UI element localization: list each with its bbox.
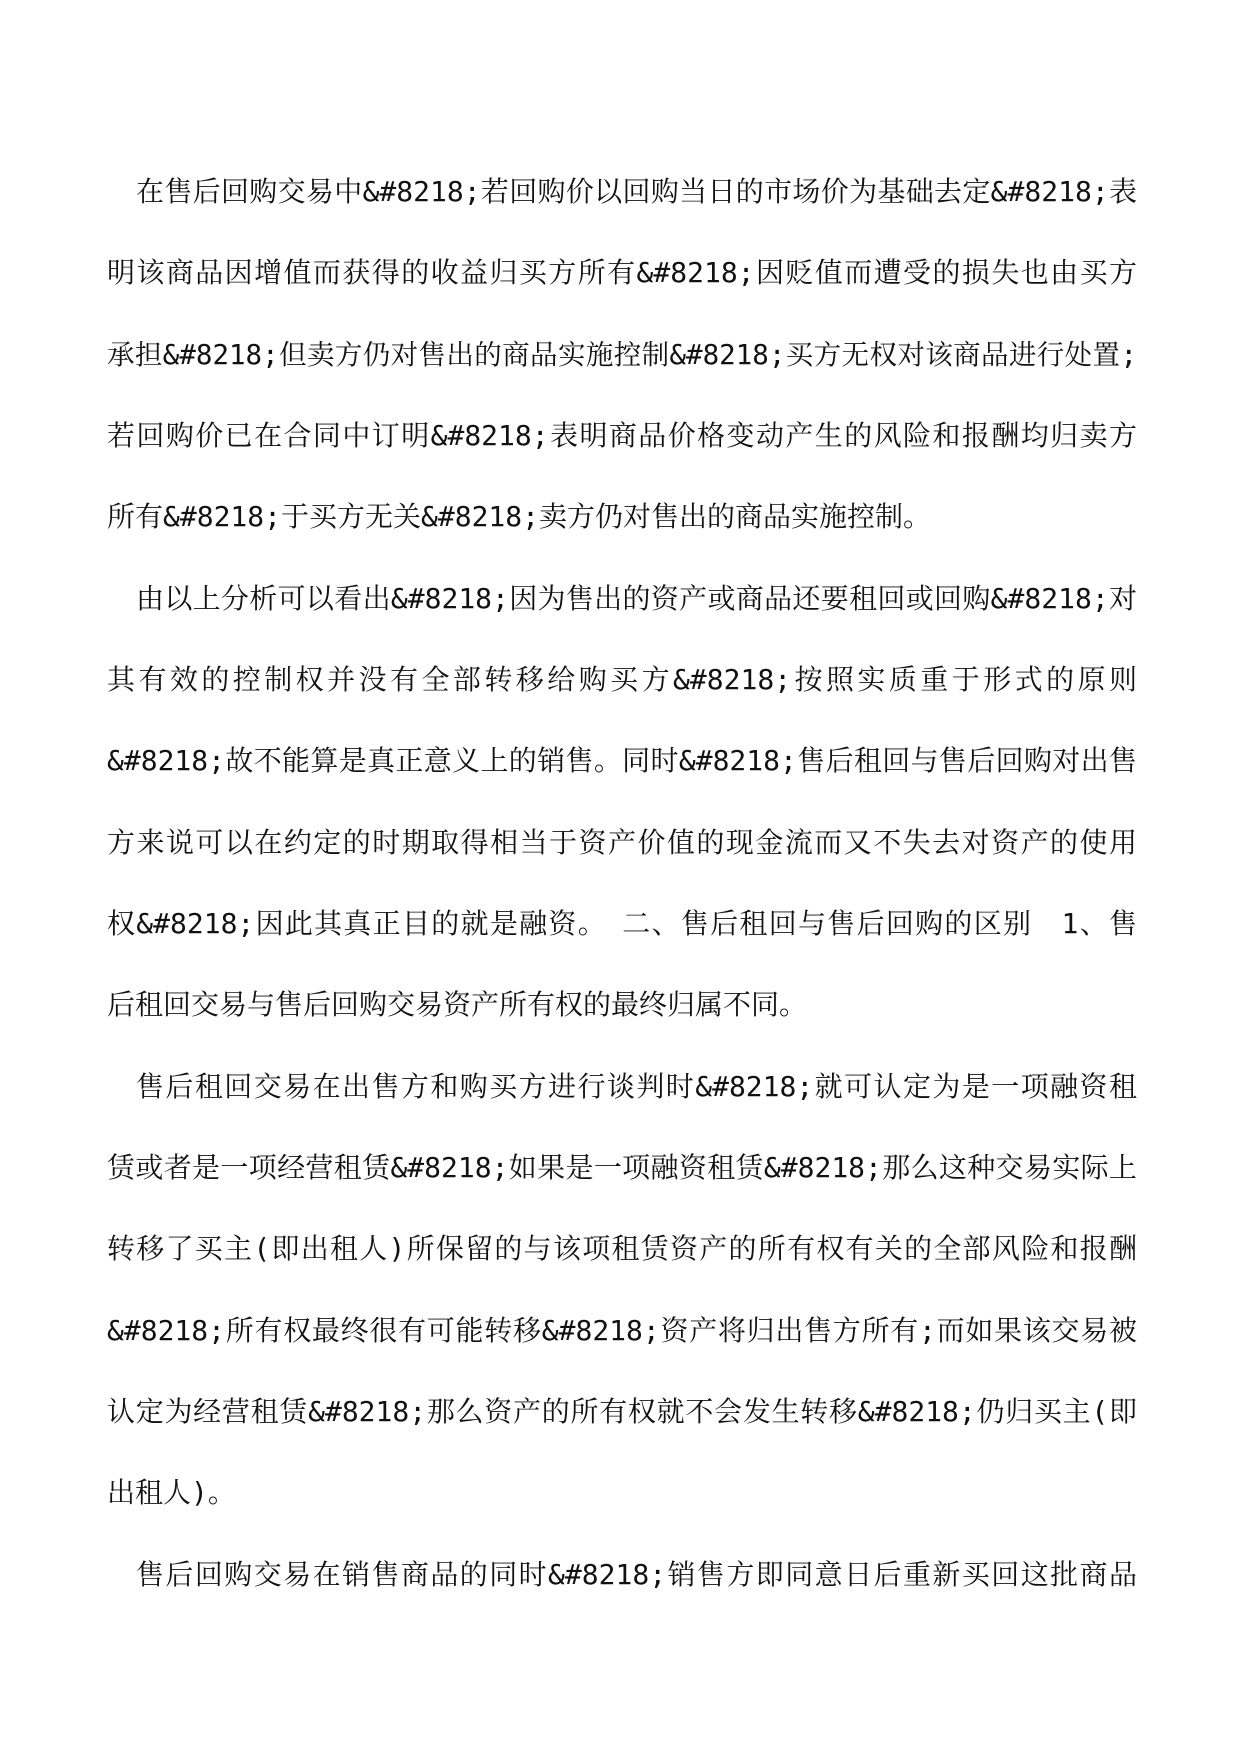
text-line: 出租人)。	[107, 1476, 236, 1509]
text-line: 后租回交易与售后回购交易资产所有权的最终归属不同。	[107, 988, 808, 1021]
text-line: 其有效的控制权并没有全部转移给购买方&#8218;按照实质重于形式的原则	[107, 663, 1137, 696]
text-line: 承担&#8218;但卖方仍对售出的商品实施控制&#8218;买方无权对该商品进行处置;	[107, 339, 1137, 371]
text-line: 赁或者是一项经营租赁&#8218;如果是一项融资租赁&#8218;那么这种交易实际上	[107, 1151, 1137, 1184]
text-line: 所有&#8218;于买方无关&#8218;卖方仍对售出的商品实施控制。	[107, 500, 932, 533]
text-line: 明该商品因增值而获得的收益归买方所有&#8218;因贬值而遭受的损失也由买方	[107, 256, 1137, 289]
text-line: 在售后回购交易中&#8218;若回购价以回购当日的市场价为基础去定&#8218;表	[136, 175, 1137, 208]
text-line: 由以上分析可以看出&#8218;因为售出的资产或商品还要租回或回购&#8218;对	[136, 582, 1137, 615]
text-line: 认定为经营租赁&#8218;那么资产的所有权就不会发生转移&#8218;仍归买主(即	[107, 1395, 1137, 1428]
text-line: 售后回购交易在销售商品的同时&#8218;销售方即同意日后重新买回这批商品	[136, 1558, 1137, 1591]
text-line: &#8218;所有权最终很有可能转移&#8218;资产将归出售方所有;而如果该交易被	[107, 1314, 1137, 1347]
text-line: 转移了买主(即出租人)所保留的与该项租赁资产的所有权有关的全部风险和报酬	[107, 1232, 1137, 1265]
text-line: &#8218;故不能算是真正意义上的销售。同时&#8218;售后租回与售后回购对出售	[107, 744, 1137, 777]
text-line: 若回购价已在合同中订明&#8218;表明商品价格变动产生的风险和报酬均归卖方	[107, 419, 1137, 452]
text-line: 售后租回交易在出售方和购买方进行谈判时&#8218;就可认定为是一项融资租	[136, 1070, 1137, 1103]
text-line: 方来说可以在约定的时期取得相当于资产价值的现金流而又不失去对资产的使用	[107, 826, 1137, 859]
text-line: 权&#8218;因此其真正目的就是融资。 二、售后租回与售后回购的区别 1、售	[107, 907, 1137, 940]
